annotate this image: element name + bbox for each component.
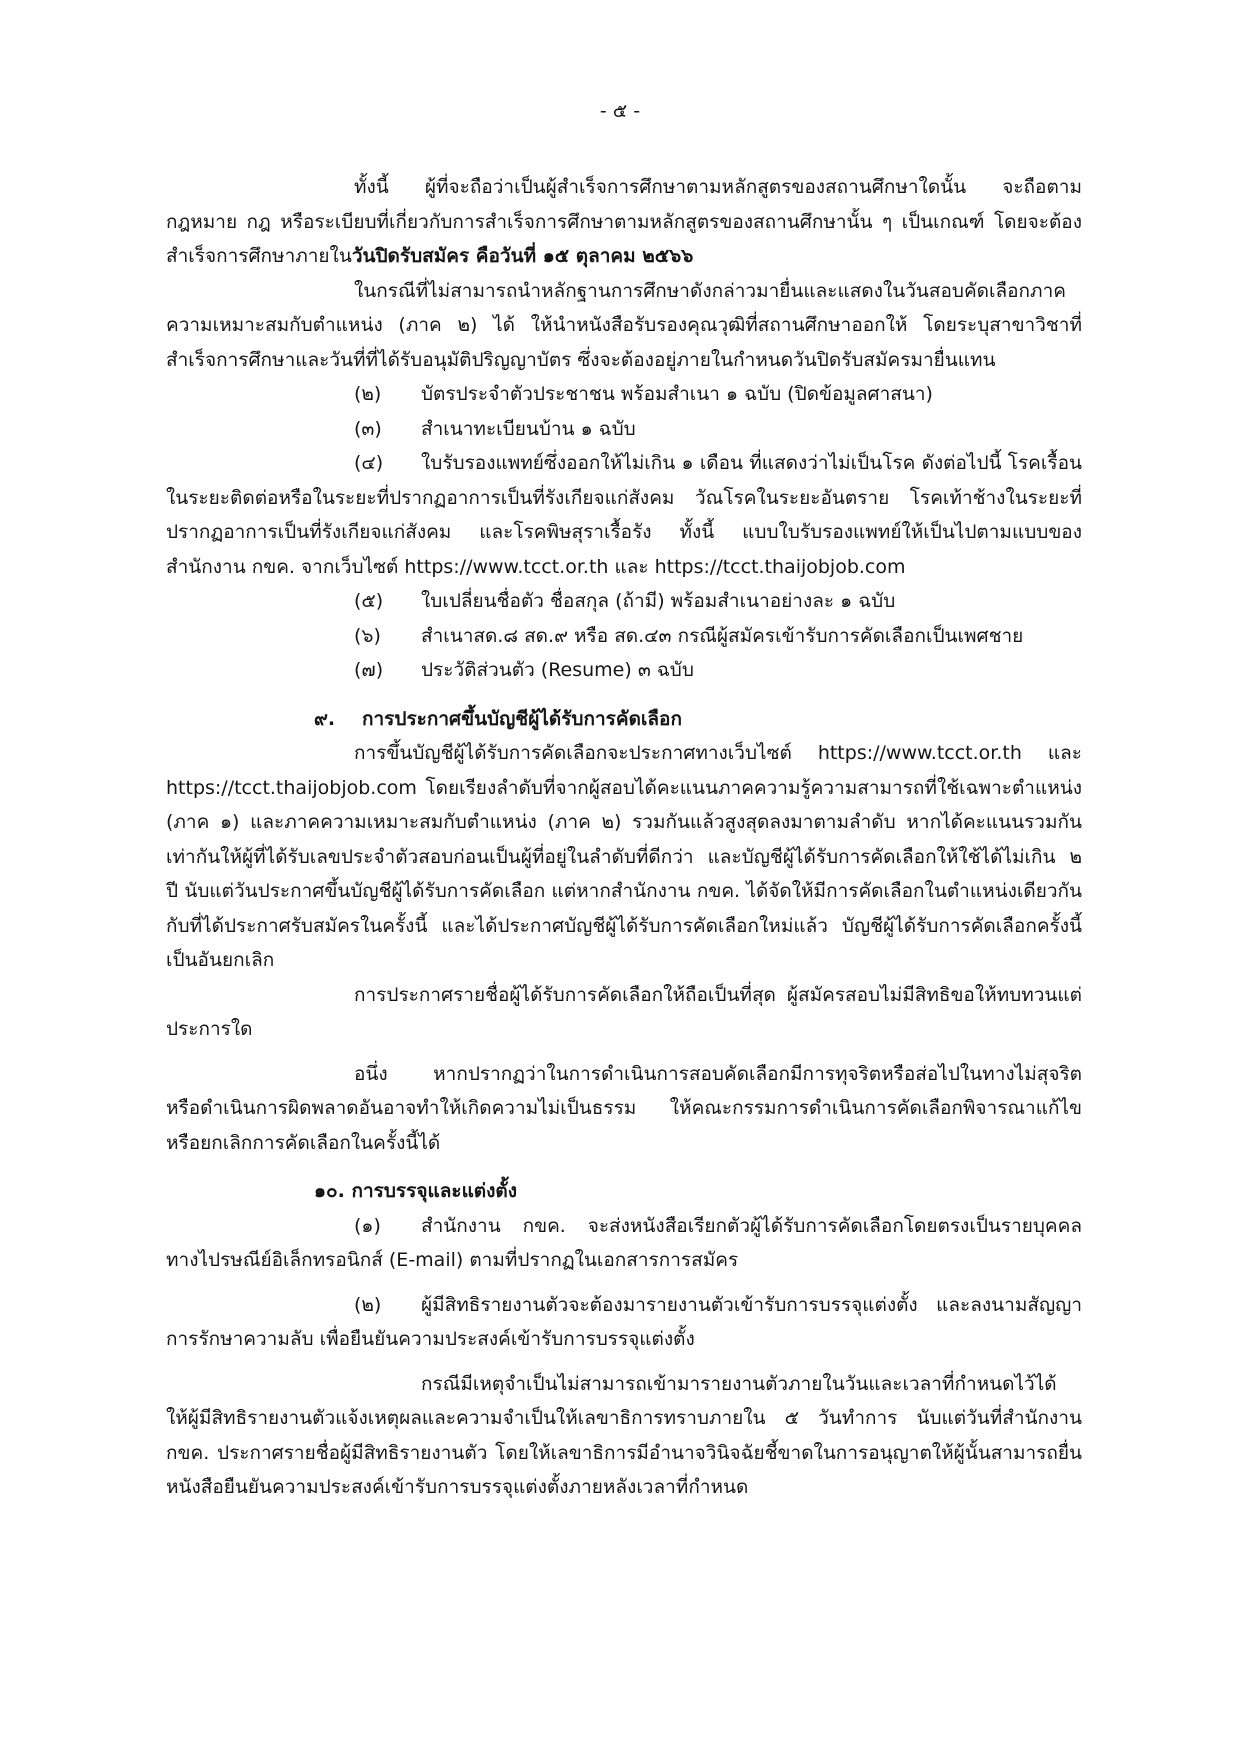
list-item-text: บัตรประจำตัวประชาชน พร้อมสำเนา ๑ ฉบับ (ปิดข้อมูลศาสนา) (421, 383, 933, 405)
list-item-number: (๑) (354, 1214, 381, 1237)
list-item-text: สำนักงาน กขค. จะส่งหนังสือเรียกตัวผู้ได้รับการคัดเลือกโดยตรงเป็นรายบุคคลทางไปรษณีย์อิเล็กทรอนิกส์ (E-mail) ตามที่ปรากฏในเอกสารการสมัคร (166, 1214, 1082, 1271)
list-item-number: (๓) (354, 417, 382, 440)
document-body (166, 170, 1082, 1505)
section-number: ๙. (314, 707, 336, 730)
list-item-number: (๒) (354, 1293, 382, 1316)
paragraph-fraud-clause: อนึ่ง หากปรากฏว่าในการดำเนินการสอบคัดเลือกมีการทุจริตหรือส่อไปในทางไม่สุจริต หรือดำเนินการผิดพลาดอันอาจทำให้เกิดความไม่เป็นธรรม ให้คณะกรรมการดำเนินการคัดเลือกพิจารณาแก้ไข หรือยกเลิกการคัดเลือกในครั้งนี้ได้ (166, 1062, 1082, 1154)
list-item-reporting (166, 1288, 1082, 1357)
list-item-text: ใบเปลี่ยนชื่อตัว ชื่อสกุล (ถ้ามี) พร้อมสำเนาอย่างละ ๑ ฉบับ (421, 590, 896, 612)
page-number: - ๕ - (599, 100, 641, 122)
list-item-house-registration (166, 412, 1082, 447)
paragraph-final-announcement: การประกาศรายชื่อผู้ได้รับการคัดเลือกให้ถือเป็นที่สุด ผู้สมัครสอบไม่มีสิทธิขอให้ทบทวนแต่ประการใด (166, 983, 1082, 1040)
list-item-number: (๔) (354, 452, 384, 474)
list-item-text: ผู้มีสิทธิรายงานตัวจะต้องมารายงานตัวเข้ารับการบรรจุแต่งตั้ง และลงนามสัญญาการรักษาความลับ เพื่อยืนยันความประสงค์เข้ารับการบรรจุแต่งตั้ง (166, 1293, 1082, 1350)
paragraph-certificate-substitute: ในกรณีที่ไม่สามารถนำหลักฐานการศึกษาดังกล่าวมายื่นและแสดงในวันสอบคัดเลือกภาคความเหมาะสมกับตำแหน่ง (ภาค ๒) ได้ ให้นำหนังสือรับรองคุณวุฒิที่สถานศึกษาออกให้ โดยระบุสาขาวิชาที่สำเร็จการศึกษาและวันที่ที่ได้รับอนุมัติปริญญาบัตร ซึ่งจะต้องอยู่ภายในกำหนดวันปิดรับสมัครมายื่นแทน (166, 279, 1082, 371)
list-item-medical-certificate (166, 446, 1082, 584)
list-item-number: (๖) (354, 624, 381, 647)
list-item-text: สำเนาทะเบียนบ้าน ๑ ฉบับ (421, 417, 636, 440)
list-item-resume (166, 653, 1082, 688)
list-item-text: ใบรับรองแพทย์ซึ่งออกให้ไม่เกิน ๑ เดือน ที่แสดงว่าไม่เป็นโรค ดังต่อไปนี้ โรคเรื้อนในระยะติดต่อหรือในระยะที่ปรากฏอาการเป็นที่รังเกียจแก่สังคม วัณโรคในระยะอันตราย โรคเท้าช้างในระยะที่ปรากฏอาการเป็นที่รังเกียจแก่สังคม และโรคพิษสุราเรื้อรัง ทั้งนี้ แบบใบรับรองแพทย์ให้เป็นไปตามแบบของ สำนักงาน กขค. จากเว็บไซต์ https://www.tcct.or.th และ https://tcct.thaijobjob.com (166, 452, 1082, 578)
paragraph-graduation-criteria (166, 170, 1082, 274)
paragraph-text: ทั้งนี้ ผู้ที่จะถือว่าเป็นผู้สำเร็จการศึกษาตามหลักสูตรของสถานศึกษาใดนั้น จะถือตามกฎหมาย กฎ หรือระเบียบที่เกี่ยวกับการสำเร็จการศึกษาตามหลักสูตรของสถานศึกษานั้น ๆ เป็นเกณฑ์ โดยจะต้องสำเร็จการศึกษาภายใน (166, 176, 1082, 267)
list-item-summons (166, 1209, 1082, 1278)
list-item-id-card (166, 377, 1082, 412)
list-item-number: (๕) (354, 590, 384, 612)
paragraph-late-reporting: กรณีมีเหตุจำเป็นไม่สามารถเข้ามารายงานตัวภายในวันและเวลาที่กำหนดไว้ได้ ให้ผู้มีสิทธิรายงานตัวแจ้งเหตุผลและความจำเป็นให้เลขาธิการทราบภายใน ๕ วันทำการ นับแต่วันที่สำนักงาน กขค. ประกาศรายชื่อผู้มีสิทธิรายงานตัว โดยให้เลขาธิการมีอำนาจวินิจฉัยชี้ขาดในการอนุญาตให้ผู้นั้นสามารถยื่นหนังสือยืนยันความประสงค์เข้ารับการบรรจุแต่งตั้งภายหลังเวลาที่กำหนด (166, 1372, 1082, 1498)
section-title: การประกาศขึ้นบัญชีผู้ได้รับการคัดเลือก (362, 707, 682, 730)
list-item-text: สำเนาสด.๘ สด.๙ หรือ สด.๔๓ กรณีผู้สมัครเข้ารับการคัดเลือกเป็นเพศชาย (421, 624, 1024, 647)
list-item-number: (๗) (354, 659, 384, 681)
list-item-military-document (166, 619, 1082, 654)
section-9-heading (166, 702, 1082, 737)
list-item-name-change (166, 584, 1082, 619)
closing-date-text: วันปิดรับสมัคร คือวันที่ ๑๕ ตุลาคม ๒๕๖๖ (351, 245, 694, 267)
section-10-heading: ๑๐. การบรรจุและแต่งตั้ง (314, 1180, 518, 1202)
paragraph-list-announcement: การขึ้นบัญชีผู้ได้รับการคัดเลือกจะประกาศทางเว็บไซต์ https://www.tcct.or.th และ https://tcct.thaijobjob.com โดยเรียงลำดับที่จากผู้สอบได้คะแนนภาคความรู้ความสามารถที่ใช้เฉพาะตำแหน่ง (ภาค ๑) และภาคความเหมาะสมกับตำแหน่ง (ภาค ๒) รวมกันแล้วสูงสุดลงมาตามลำดับ หากได้คะแนนรวมกันเท่ากันให้ผู้ที่ได้รับเลขประจำตัวสอบก่อนเป็นผู้ที่อยู่ในลำดับที่ดีกว่า และบัญชีผู้ได้รับการคัดเลือกให้ใช้ได้ไม่เกิน ๒ ปี นับแต่วันประกาศขึ้นบัญชีผู้ได้รับการคัดเลือก แต่หากสำนักงาน กขค. ได้จัดให้มีการคัดเลือกในตำแหน่งเดียวกันกับที่ได้ประกาศรับสมัครในครั้งนี้ และได้ประกาศบัญชีผู้ได้รับการคัดเลือกใหม่แล้ว บัญชีผู้ได้รับการคัดเลือกครั้งนี้เป็นอันยกเลิก (166, 742, 1082, 971)
list-item-number: (๒) (354, 383, 382, 405)
list-item-text: ประวัติส่วนตัว (Resume) ๓ ฉบับ (421, 659, 694, 681)
